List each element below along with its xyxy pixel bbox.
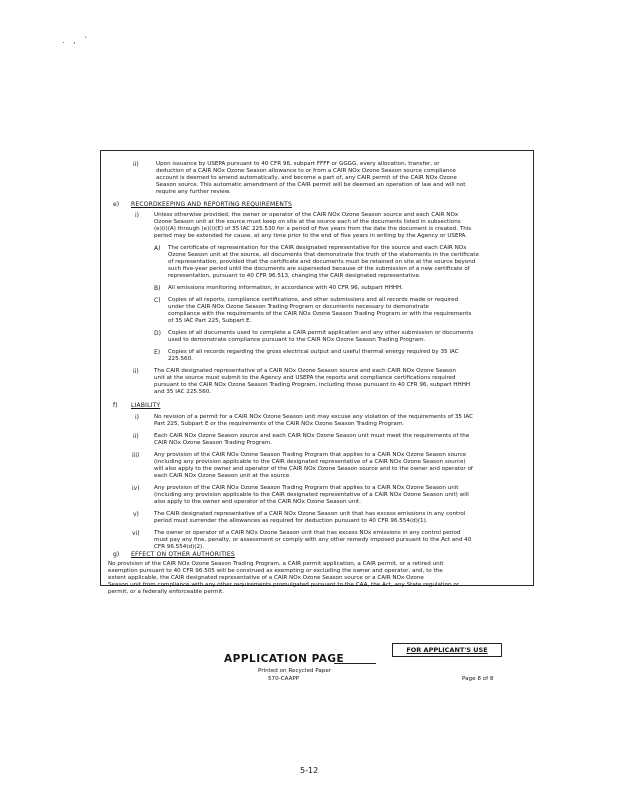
item-ii-label: ii) — [133, 161, 139, 168]
liability-item-iv-label: iv) — [132, 485, 140, 492]
subitem-b-label: B) — [154, 285, 161, 292]
liability-item-iii-label: iii) — [132, 452, 140, 459]
section-e-label: e) — [113, 201, 120, 208]
liability-item-ii-label: ii) — [133, 433, 139, 440]
liability-item-vi-label: vi) — [132, 530, 140, 537]
liability-item-v-label: v) — [133, 511, 139, 518]
subitem-b-text: All emissions monitoring information, in accordance with 40 CFR 96, subpart HHHH. — [168, 285, 404, 291]
application-page-title: APPLICATION PAGE — [224, 653, 345, 665]
subitem-d-label: D) — [154, 330, 161, 337]
section-e-item-ii-label: ii) — [133, 368, 139, 375]
subitem-e-label: E) — [154, 349, 161, 356]
page-of-label: Page 8 of 8 — [462, 676, 494, 682]
page-number: 5-12 — [300, 766, 319, 775]
section-e-item-i-label: i) — [135, 212, 140, 219]
recycled-paper-note: Printed on Recycled Paper — [258, 668, 332, 674]
section-f-heading: LIABILITY — [131, 402, 161, 409]
section-g-heading: EFFECT ON OTHER AUTHORITIES — [131, 551, 235, 558]
section-g-label: g) — [113, 551, 120, 558]
scan-specks: . , ` — [62, 36, 92, 45]
section-e-heading: RECORDKEEPING AND REPORTING REQUIREMENTS — [131, 201, 292, 208]
liability-item-i-label: i) — [135, 414, 140, 421]
title-underline — [334, 663, 376, 664]
applicants-use-box: FOR APPLICANT'S USE — [392, 643, 502, 657]
subitem-c-label: C) — [154, 297, 161, 304]
section-f-label: f) — [113, 402, 118, 409]
form-code: 570-CAAPP — [268, 676, 300, 682]
subitem-a-label: A) — [154, 245, 161, 252]
